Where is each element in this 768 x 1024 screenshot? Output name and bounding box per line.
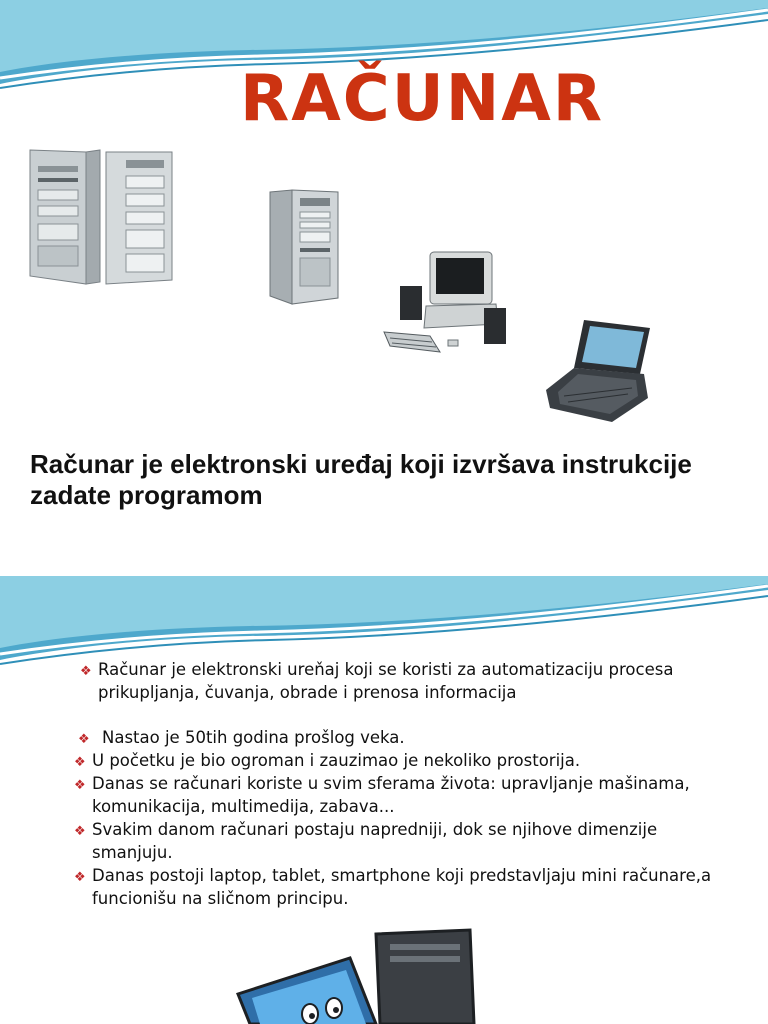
bullet-icon: ❖	[74, 755, 86, 770]
bullet-icon: ❖	[74, 824, 86, 839]
bullet-item: ❖ Danas se računari koriste u svim sferama života: upravljanje mašinama, komunikacija, multimedija, zabava...	[74, 774, 690, 816]
laptop-computer-image	[544, 316, 656, 428]
bullet-item: ❖ Svakim danom računari postaju napredniji, dok se njihove dimenzije smanjuju.	[74, 820, 658, 862]
bullet-item: ❖ U početku je bio ogroman i zauzimao je nekoliko prostorija.	[74, 749, 714, 772]
slide-2	[0, 576, 768, 1024]
bullet-item: ❖ Nastao je 50tih godina prošlog veka.	[74, 726, 714, 749]
tower-server-image	[266, 188, 342, 306]
bullet-list	[74, 658, 714, 910]
page-title: RAČUNAR	[239, 62, 605, 136]
bullet-icon: ❖	[78, 732, 90, 747]
bullet-icon: ❖	[74, 870, 86, 885]
bullet-icon: ❖	[74, 778, 86, 793]
bullet-item: ❖ Računar je elektronski ureňaj koji se koristi za automatizaciju procesa prikupljanja, čuvanja, obrade i prenosa informacija	[80, 660, 674, 702]
bullet-item: ❖ Danas postoji laptop, tablet, smartphone koji predstavljaju mini računare,a funcionišu na sličnom principu.	[74, 866, 712, 908]
bullet-icon: ❖	[80, 664, 92, 679]
definition-text: Računar je elektronski uređaj koji izvršava instrukcije zadate programom	[30, 449, 692, 510]
cartoon-computer-image	[230, 928, 480, 1024]
mainframe-computer-image	[26, 146, 176, 286]
desktop-computer-image	[380, 248, 510, 358]
